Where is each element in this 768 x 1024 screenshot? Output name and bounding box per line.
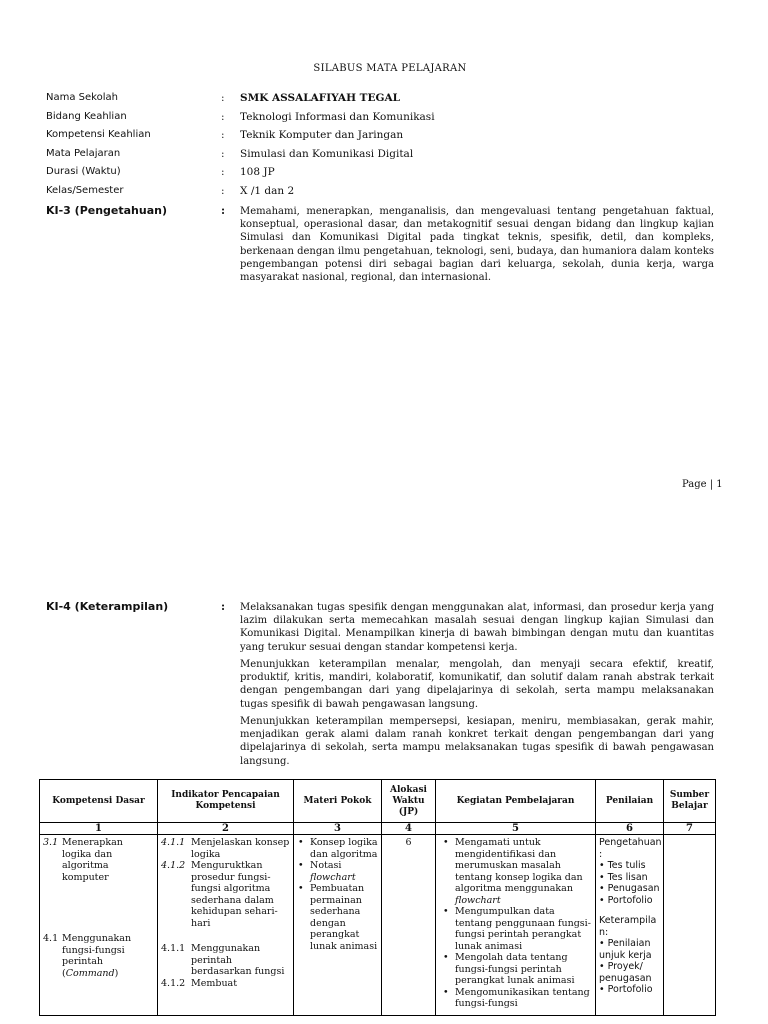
indikator-number: 4.1.2 [161,860,186,871]
indikator-text: Menguruktkan prosedur fungsi-fungsi algoritma sederhana dalam kehidupan sehari-hari [191,860,278,929]
info-value: SMK ASSALAFIYAH TEGAL [240,92,400,104]
cell-sumber-belajar [664,835,716,1016]
indikator-text: Membuat [191,977,238,989]
indikator-text: Menjelaskan konsep logika [191,837,290,860]
list-item [310,837,378,860]
ki4-paragraph-1: Melaksanakan tugas spesifik dengan menggunakan alat, informasi, dan prosedur kerja yang lazim dilakukan serta memecahkan masalah sesuai dengan lingkup kajian Simulasi dan Komunikasi Digital. Menampilkan kinerja di bawah bimbingan dengan mutu dan kuantitas yang terukur sesuai dengan standar kompetensi kerja. [240,602,714,653]
kegiatan-text: Mengomunikasikan tentang fungsi-fungsi [455,986,590,1009]
penilaian-colon: : [599,848,603,860]
column-number: 6 [596,823,664,835]
info-label: Durasi (Waktu) [46,166,121,177]
kegiatan-list [439,837,592,1010]
info-label: Nama Sekolah [46,92,118,103]
column-number: 1 [40,823,158,835]
ki3-colon: : [221,204,226,217]
list-item [455,987,592,1010]
cell-indikator [158,835,294,1016]
penilaian-item: • Portofolio [599,984,653,995]
page-title: SILABUS MATA PELAJARAN [313,63,467,74]
penilaian-item: • Proyek/ [599,961,643,972]
info-colon: : [221,129,225,141]
column-number: 7 [664,823,716,835]
info-label: Mata Pelajaran [46,148,121,159]
materi-list [297,837,378,952]
syllabus-table [39,779,716,1016]
column-number: 5 [436,823,596,835]
cell-materi-pokok [294,835,382,1016]
materi-text-italic: flowchart [310,871,356,883]
list-item [455,837,592,906]
header-kegiatan: Kegiatan Pembelajaran [436,780,596,823]
penilaian-keterampilan-label: Keterampila [599,915,657,926]
ki4-paragraph-3: Menunjukkan keterampilan mempersepsi, kesiapan, meniru, membiasakan, gerak mahir, menjadikan gerak alami dalam ranah konkret terkait dengan pengembangan dari yang dipelajarinya di sekolah, serta mampu melaksanakan tugas spesifik di bawah pengawasan langsung. [240,716,714,767]
kd-number: 4.1 [43,933,59,944]
penilaian-item: unjuk kerja [599,949,652,961]
ki3-text: Memahami, menerapkan, menganalisis, dan mengevaluasi tentang pengetahuan faktual, konseptual, operasional dasar, dan metakognitif sesuai dengan bidang dan lingkup kajian Simulasi dan Komunikasi Digital pada tingkat teknis, spesifik, detil, dan kompleks, berkenaan dengan ilmu pengetahuan, teknologi, seni, budaya, dan humaniora dalam konteks pengembangan potensi diri sebagai bagian dari keluarga, sekolah, dunia kerja, warga masyarakat nasional, regional, dan internasional. [240,206,714,284]
penilaian-pengetahuan-label: Pengetahuan [599,837,662,848]
info-label: Bidang Keahlian [46,111,127,122]
info-value: 108 JP [240,166,275,178]
kd-item [43,837,154,883]
header-alokasi-waktu: Alokasi Waktu (JP) [382,780,436,823]
cell-penilaian [596,835,664,1016]
kegiatan-text-italic: flowchart [455,894,501,906]
kegiatan-text: Mengumpulkan data tentang penggunaan fungsi-fungsi perintah perangkat lunak animasi [455,906,591,952]
kegiatan-text: Mengolah data tentang fungsi-fungsi perintah perangkat lunak animasi [455,952,575,986]
info-value: Teknik Komputer dan Jaringan [240,129,404,141]
list-item [455,952,592,987]
materi-text: Konsep logika dan algoritma [310,837,378,860]
indikator-text: Menggunakan perintah berdasarkan fungsi [191,943,285,977]
header-indikator: Indikator Pencapaian Kompetensi [158,780,294,823]
ki4-colon: : [221,600,226,613]
info-value: Simulasi dan Komunikasi Digital [240,148,414,160]
indikator-number: 4.1.2 [161,977,186,989]
indikator-item [161,837,290,860]
info-colon: : [221,111,225,123]
penilaian-item: • Tes tulis [599,860,646,871]
penilaian-item: • Portofolio [599,894,653,906]
page-number: Page | 1 [682,479,723,490]
indikator-item [161,860,290,929]
ki3-label: KI-3 (Pengetahuan) [46,204,168,217]
kd-text [62,933,154,979]
penilaian-item: • Tes lisan [599,871,648,883]
kd-text-part: Menggunakan fungsi-fungsi perintah ( [62,933,132,979]
header-sumber-belajar: Sumber Belajar [664,780,716,823]
info-value: Teknologi Informasi dan Komunikasi [240,111,435,123]
kegiatan-text: Mengamati untuk mengidentifikasi dan merumuskan masalah tentang konsep logika dan algoritma menggunakan [455,837,583,894]
header-penilaian: Penilaian [596,780,664,823]
column-number: 3 [294,823,382,835]
table-header-row [40,780,716,823]
table-number-row [40,823,716,835]
column-number: 4 [382,823,436,835]
kd-number: 3.1 [43,837,59,848]
ki4-paragraph-2: Menunjukkan keterampilan menalar, mengolah, dan menyaji secara efektif, kreatif, produktif, kritis, mandiri, kolaboratif, komunikatif, dan solutif dalam ranah abstrak terkait dengan pengembangan dari yang dipelajarinya di sekolah, serta mampu melaksanakan tugas spesifik di bawah pengawasan langsung. [240,659,714,710]
cell-kegiatan [436,835,596,1016]
indikator-item [161,978,290,990]
header-kompetensi-dasar: Kompetensi Dasar [40,780,158,823]
info-colon: : [221,166,225,178]
list-item [310,883,378,952]
cell-kompetensi-dasar [40,835,158,1016]
penilaian-item: • Penilaian [599,938,651,949]
list-item [455,906,592,952]
info-colon: : [221,92,225,104]
column-number: 2 [158,823,294,835]
materi-text: Pembuatan permainan sederhana dengan perangkat lunak animasi [310,883,378,952]
ki4-label: KI-4 (Keterampilan) [46,600,169,613]
kd-item [43,933,154,979]
info-label: Kompetensi Keahlian [46,129,151,140]
penilaian-keterampilan-label: n: [599,926,609,938]
info-colon: : [221,148,225,160]
cell-alokasi-waktu: 6 [382,835,436,1016]
indikator-number: 4.1.1 [161,943,186,954]
materi-text: Notasi [310,860,342,871]
info-value: X /1 dan 2 [240,185,295,197]
table-row [40,835,716,1016]
list-item [310,860,378,883]
kd-text-part: ) [114,967,119,979]
indikator-number: 4.1.1 [161,837,186,848]
penilaian-item: penugasan [599,972,652,984]
kd-text-italic: Command [65,967,115,979]
kd-text: Menerapkan logika dan algoritma komputer [62,837,123,883]
indikator-item [161,943,290,978]
info-label: Kelas/Semester [46,185,124,196]
penilaian-item: • Penugasan [599,883,660,894]
info-colon: : [221,185,225,197]
header-materi-pokok: Materi Pokok [294,780,382,823]
